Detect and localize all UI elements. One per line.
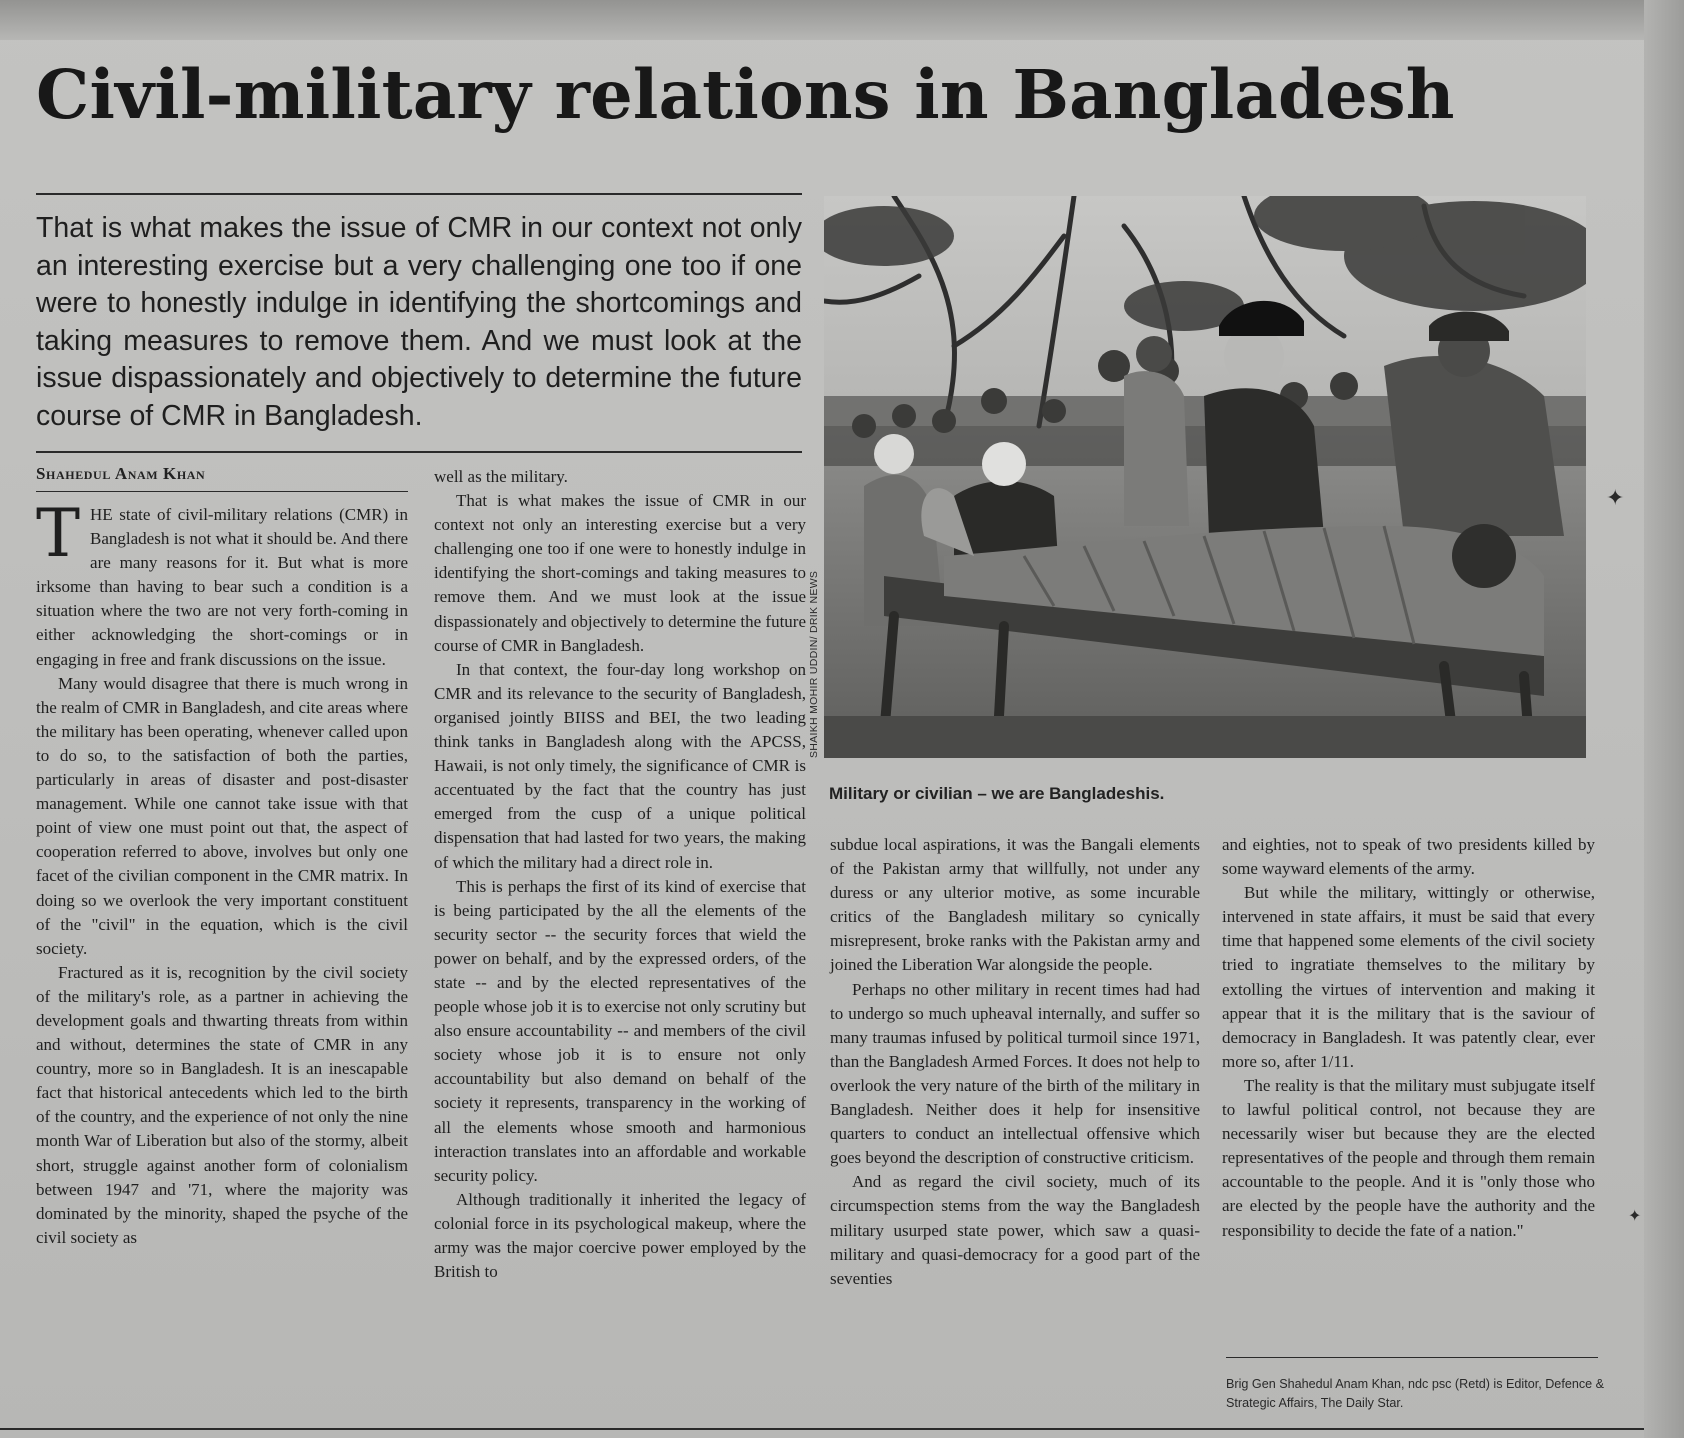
article-column-1 <box>36 495 408 1250</box>
article-column-4 <box>1222 833 1595 1243</box>
page-speck: ✦ <box>1606 486 1625 511</box>
author-byline: Shahedul Anam Khan <box>36 464 206 483</box>
article-column-3 <box>830 833 1200 1291</box>
article-headline: Civil-military relations in Bangladesh <box>36 55 1455 134</box>
article-paragraph: That is what makes the issue of CMR in our context not only an interesting exercise but a very challenging one too if one were to honestly indulge in identifying the short-comings and taking measures to remove them. And we must look at the issue dispassionately and objectively to determine the future course of CMR in Bangladesh. <box>434 491 806 655</box>
news-photo <box>824 196 1586 758</box>
photo-illustration <box>824 196 1586 758</box>
pull-quote: That is what makes the issue of CMR in our context not only an interesting exercise but a very challenging one too if one were to honestly indulge in identifying the shortcomings and taking measures to remove them. And we must look at the issue dispassionately and objectively to determine the future course of CMR in Bangladesh. <box>36 212 802 432</box>
page-edge <box>1644 0 1684 1438</box>
bio-rule <box>1226 1357 1598 1358</box>
photo-credit: SHAIKH MOHIR UDDIN/ DRIK NEWS <box>808 570 820 758</box>
article-paragraph: THE state of civil-military relations (CMR) in Bangladesh is not what it should be. And there are many reasons for it. But what is more irksome than having to bear such a condition is a situation where the two are not very forth-coming in either acknowledging the short-comings or in engaging in free and frank discussions on the issue. <box>36 495 408 669</box>
bottom-rule <box>0 1428 1644 1430</box>
article-paragraph: But while the military, wittingly or otherwise, intervened in state affairs, it must be said that every time that happened some elements of the civil society tried to ingratiate themselves to the military by extolling the virtues of intervention and making it appear that it is the military that is the saviour of democracy in Bangladesh. It was patently clear, ever more so, after 1/11. <box>1222 883 1595 1071</box>
pullquote-bottom-rule <box>36 451 802 453</box>
article-paragraph: Fractured as it is, recognition by the civil society of the military's role, as a partner in achieving the development goals and thwarting threats from within and without, determines the state of CMR in any country, more so in Bangladesh. It is an inescapable fact that historical antecedents which led to the birth of the country, and the experience of not only the nine month War of Liberation but also of the stormy, albeit short, struggle against another form of colonialism between 1947 and '71, where the majority was dominated by the minority, shaped the psyche of the civil society as <box>36 962 408 1247</box>
article-paragraph: The reality is that the military must subjugate itself to lawful political control, not because they are necessarily wiser but because they are the elected representatives of the people and through them remain accountable to the people. And it is "only those who are elected by the people have the authority and the responsibility to decide the fate of a nation." <box>1222 1075 1595 1240</box>
drop-cap: T <box>36 495 81 572</box>
article-column-2 <box>434 465 806 1284</box>
article-paragraph: Many would disagree that there is much wrong in the realm of CMR in Bangladesh, and cite areas where the military has been operating, whenever called upon to do so, to the satisfaction of both the parties, particularly in areas of disaster and post-disaster management. While one cannot take issue with that point of view one must point out that, the aspect of cooperation referred to above, involves but only one facet of the civilian component in the CMR matrix. In doing so we overlook the very important constituent of the "civil" in the equation, which is the civil society. <box>36 673 408 958</box>
article-paragraph: and eighties, not to speak of two presidents killed by some wayward elements of the army. <box>1222 835 1595 879</box>
article-paragraph: In that context, the four-day long workshop on CMR and its relevance to the security of Bangladesh, organised jointly BIISS and BEI, the two leading think tanks in Bangladesh along with the APCSS, Hawaii, is not only timely, the significance of CMR is accentuated by the fact that the country has just emerged from the cusp of a unique political dispensation that had lasted for two years, the making of which the military had a direct role in. <box>434 659 806 872</box>
article-paragraph: Perhaps no other military in recent times had had to undergo so much upheaval internally, and suffer so many traumas infused by political turmoil since 1971, than the Bangladesh Armed Forces. It does not help to overlook the very nature of the birth of the military in Bangladesh. Neither does it help for insensitive quarters to conduct an intellectual offensive which goes beyond the description of constructive criticism. <box>830 979 1200 1168</box>
article-paragraph: well as the military. <box>434 467 568 486</box>
article-paragraph: Although traditionally it inherited the legacy of colonial force in its psychological makeup, where the army was the major coercive power employed by the British to <box>434 1189 806 1282</box>
previous-article-strip <box>0 0 1684 40</box>
page-speck: ✦ <box>1628 1206 1642 1225</box>
article-paragraph: This is perhaps the first of its kind of exercise that is being participated by the all the elements of the security sector -- the security forces that wield the power on behalf, and by the expressed orders, of the state -- and by the elected representatives of the people whose job it is to exercise not only scrutiny but also ensure accountability -- and members of the civil society whose job it is to ensure not only accountability but also demand on behalf of the society it represents, transparency in the working of all the elements whose smooth and harmonious interaction translates into an affordable and workable security policy. <box>434 876 806 1185</box>
pullquote-top-rule <box>36 193 802 195</box>
byline-rule <box>36 491 408 492</box>
article-paragraph: subdue local aspirations, it was the Bangali elements of the Pakistan army that willfully, not under any duress or any ulterior motive, as some incurable critics of the Bangladesh military so cynically misrepresent, broke ranks with the Pakistan army and joined the Liberation War alongside the people. <box>830 835 1200 975</box>
author-bio: Brig Gen Shahedul Anam Khan, ndc psc (Retd) is Editor, Defence & Strategic Affairs, The Daily Star. <box>1226 1377 1605 1410</box>
article-paragraph: And as regard the civil society, much of its circumspection stems from the way the Bangladesh military usurped state power, which saw a quasi-military and quasi-democracy for a good part of the seventies <box>830 1172 1200 1288</box>
photo-caption: Military or civilian – we are Bangladeshis. <box>829 784 1165 803</box>
